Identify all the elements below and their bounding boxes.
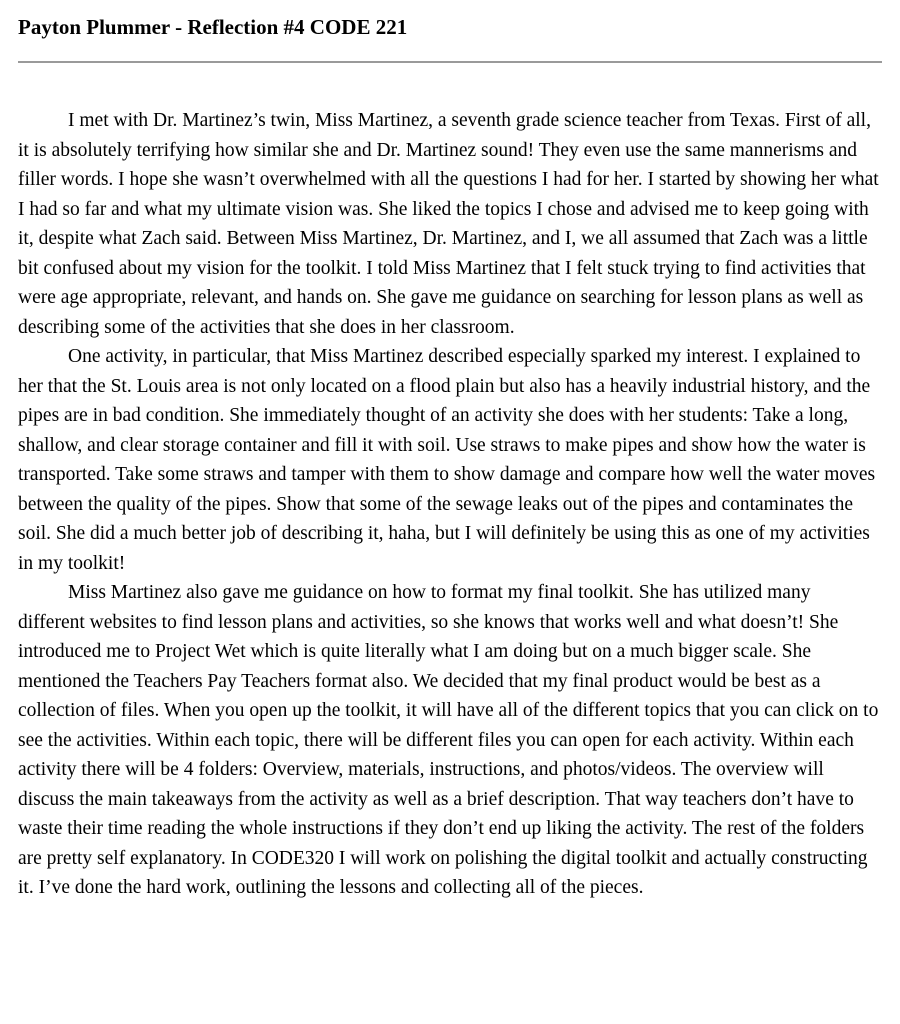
paragraph-3: Miss Martinez also gave me guidance on how to format my final toolkit. She has utilized many different websites to find lesson plans and activities, so she knows that works well and what doesn’t! She introduced me to Project Wet which is quite literally what I am doing but on a much bigger scale. She mentioned the Teachers Pay Teachers format also. We decided that my final product would be best as a collection of files. When you open up the toolkit, it will have all of the different topics that you can click on to see the activities. Within each topic, there will be different files you can open for each activity. Within each activity there will be 4 folders: Overview, materials, instructions, and photos/videos. The overview will discuss the main takeaways from the activity as well as a brief description. That way teachers don’t have to waste their time reading the whole instructions if they don’t end up liking the activity. The rest of the folders are pretty self explanatory. In CODE320 I will work on polishing the digital toolkit and actually constructing it. I’ve done the hard work, outlining the lessons and collecting all of the pieces. [18,582,879,898]
document-title: Payton Plummer - Reflection #4 CODE 221 [18,15,408,39]
title-divider [18,61,882,63]
paragraph-1: I met with Dr. Martinez’s twin, Miss Martinez, a seventh grade science teacher from Texas. First of all, it is absolutely terrifying how similar she and Dr. Martinez sound! They even use the same mannerisms and filler words. I hope she wasn’t overwhelmed with all the questions I had for her. I started by showing her what I had so far and what my ultimate vision was. She liked the topics I chose and advised me to keep going with it, despite what Zach said. Between Miss Martinez, Dr. Martinez, and I, we all assumed that Zach was a little bit confused about my vision for the toolkit. I told Miss Martinez that I felt stuck trying to find activities that were age appropriate, relevant, and hands on. She gave me guidance on searching for lesson plans as well as describing some of the activities that she does in her classroom. [18,110,879,338]
paragraph-2: One activity, in particular, that Miss Martinez described especially sparked my interest. I explained to her that the St. Louis area is not only located on a flood plain but also has a heavily industrial history, and the pipes are in bad condition. She immediately thought of an activity she does with her students: Take a long, shallow, and clear storage container and fill it with soil. Use straws to make pipes and show how the water is transported. Take some straws and tamper with them to show damage and compare how well the water moves between the quality of the pipes. Show that some of the sewage leaks out of the pipes and contaminates the soil. She did a much better job of describing it, haha, but I will definitely be using this as one of my activities in my toolkit! [18,346,876,574]
document-body [18,106,882,903]
